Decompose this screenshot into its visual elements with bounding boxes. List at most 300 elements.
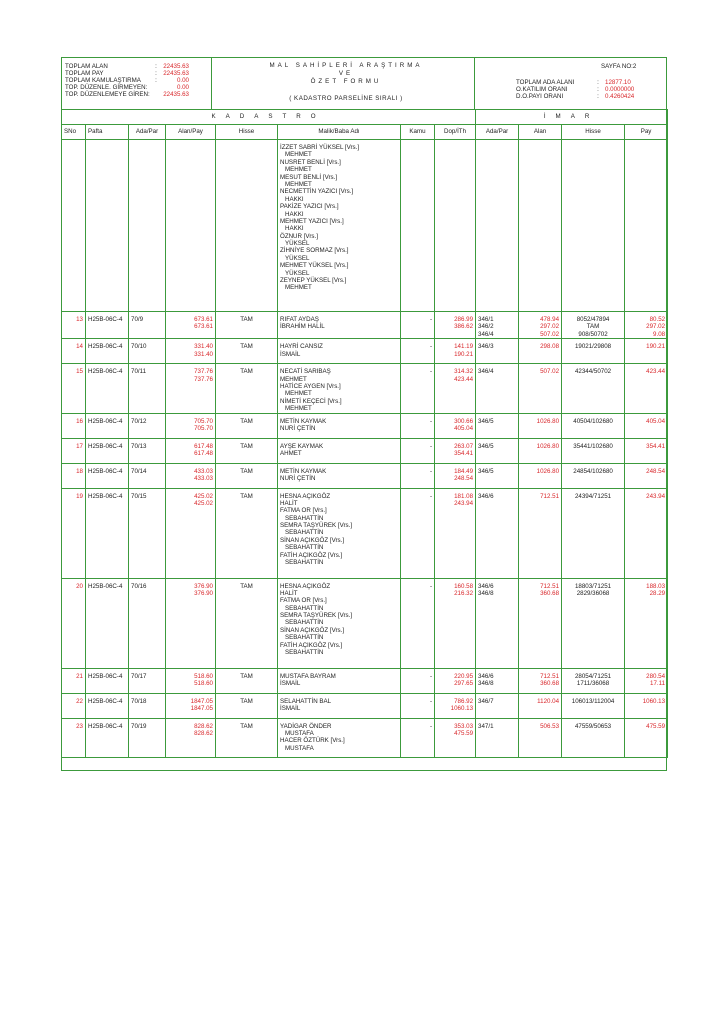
cell-line: 18803/71251 <box>574 582 612 590</box>
column-header-row <box>62 125 668 140</box>
owner-name: YÜKSEL <box>285 240 310 248</box>
cell-line: 425.02 <box>194 499 213 507</box>
cell-line: 1060.13 <box>450 704 474 712</box>
row-imar-hisse <box>562 578 625 668</box>
table-row <box>62 488 668 578</box>
cell-line: 1120.04 <box>537 697 560 705</box>
table-row <box>62 312 668 339</box>
owner-name: SEBAHATTİN <box>285 514 324 522</box>
row-imar-ada-par <box>476 463 519 488</box>
row-imar-alan <box>519 413 562 438</box>
cell-line: 80.52 <box>649 316 666 323</box>
owner-name: AYŞE KAYMAK <box>280 442 324 450</box>
table-row <box>62 463 668 488</box>
header-divider <box>474 57 475 109</box>
row-owners <box>278 312 401 339</box>
row-pafta: H25B-06C-4 <box>86 463 129 488</box>
owner-name: MEHMET YÜKSEL [Vrs.] <box>280 262 349 270</box>
cell-line: 181.08 <box>454 492 474 500</box>
cell-line: 346/7 <box>478 697 494 705</box>
summary-dop-rate: D.O.PAYI ORANI : 0.4260424 <box>516 93 635 100</box>
owner-name: SELAHATTİN BAL <box>280 697 332 705</box>
table-row <box>62 718 668 757</box>
cell-line: 705.70 <box>194 417 213 425</box>
row-hisse: TAM <box>216 578 278 668</box>
cell-line: 190.21 <box>454 350 474 358</box>
row-imar-pay <box>625 693 668 718</box>
row-imar-pay <box>625 488 668 578</box>
cell-line: 518.60 <box>194 679 213 687</box>
cell-line: 354.41 <box>646 442 666 450</box>
cell-line: 475.59 <box>454 729 474 737</box>
owner-name: HALİT <box>280 499 298 507</box>
row-ada-par: 70/15 <box>129 488 166 578</box>
row-ada-par: 70/9 <box>129 312 166 339</box>
owner-name: YÜKSEL <box>285 269 310 277</box>
owner-list <box>278 140 401 312</box>
row-kamu: - <box>401 488 435 578</box>
row-ada-par: 70/10 <box>129 339 166 364</box>
cell-line: 478.94 <box>540 316 560 323</box>
cell-line: 475.59 <box>646 722 666 730</box>
row-ada-par: 70/11 <box>129 364 166 413</box>
cell-line: 297.02 <box>646 323 666 331</box>
owner-name: İSMAİL <box>280 350 301 358</box>
row-dop <box>435 578 476 668</box>
row-alan-pay <box>166 339 216 364</box>
row-hisse: TAM <box>216 413 278 438</box>
row-kamu: - <box>401 578 435 668</box>
row-kamu: - <box>401 339 435 364</box>
row-alan-pay <box>166 312 216 339</box>
row-alan-pay <box>166 463 216 488</box>
row-hisse: TAM <box>216 312 278 339</box>
row-owners <box>278 438 401 463</box>
row-hisse: TAM <box>216 718 278 757</box>
row-kamu: - <box>401 413 435 438</box>
row-hisse: TAM <box>216 438 278 463</box>
summary-expropriation: TOPLAM KAMULAŞTIRMA : 0.00 <box>65 77 189 84</box>
cell-line: 28.29 <box>649 589 666 597</box>
row-hisse: TAM <box>216 463 278 488</box>
row-sno: 15 <box>62 364 86 413</box>
row-imar-hisse <box>562 463 625 488</box>
owner-name: SİNAN AÇIKGÖZ [Vrs.] <box>280 626 345 634</box>
row-imar-alan <box>519 718 562 757</box>
row-alan-pay <box>166 718 216 757</box>
owner-name: AHMET <box>280 449 302 457</box>
cell-line: 188.03 <box>646 582 666 590</box>
cell-line: 376.90 <box>194 582 213 590</box>
row-kamu: - <box>401 364 435 413</box>
table-row <box>62 438 668 463</box>
row-imar-hisse <box>562 413 625 438</box>
cell-line: 42344/50702 <box>574 368 612 376</box>
cell-line: TAM <box>586 323 600 331</box>
row-sno: 16 <box>62 413 86 438</box>
row-imar-alan <box>519 578 562 668</box>
cell-line: 2829/36068 <box>576 589 610 597</box>
cell-line: 8052/47894 <box>576 316 610 323</box>
row-imar-hisse <box>562 488 625 578</box>
col-pafta: Pafta <box>86 125 129 140</box>
owner-name: MEHMET <box>285 405 312 413</box>
row-ada-par: 70/17 <box>129 668 166 693</box>
row-hisse: TAM <box>216 668 278 693</box>
row-sno: 22 <box>62 693 86 718</box>
row-imar-pay <box>625 339 668 364</box>
row-sno: 20 <box>62 578 86 668</box>
row-imar-pay <box>625 463 668 488</box>
row-imar-ada-par <box>476 413 519 438</box>
row-owners <box>278 718 401 757</box>
cell-line: 297.02 <box>540 323 560 331</box>
row-alan-pay <box>166 668 216 693</box>
summary-total-area: TOPLAM ALAN : 22435.63 <box>65 63 189 70</box>
owner-name: İSMAİL <box>280 679 301 687</box>
row-imar-ada-par <box>476 312 519 339</box>
row-imar-ada-par <box>476 438 519 463</box>
row-dop <box>435 312 476 339</box>
row-hisse: TAM <box>216 488 278 578</box>
row-alan-pay <box>166 578 216 668</box>
row-owners <box>278 364 401 413</box>
form-title: MAL SAHİPLERİ ARAŞTIRMA <box>269 62 423 69</box>
cell-line: 354.41 <box>454 449 474 457</box>
col-alan-pay: Alan/Pay <box>166 125 216 140</box>
cell-line: 314.32 <box>454 368 474 376</box>
row-ada-par: 70/12 <box>129 413 166 438</box>
cell-line: 141.19 <box>454 343 474 351</box>
row-hisse: TAM <box>216 339 278 364</box>
summary-block-area: TOPLAM ADA ALANI : 12877.10 <box>516 79 631 86</box>
cell-line: 1026.80 <box>536 467 560 475</box>
owner-name: HATİCE AYGEN [Vrs.] <box>280 382 341 390</box>
row-imar-pay <box>625 364 668 413</box>
row-imar-pay <box>625 578 668 668</box>
col-kamu: Kamu <box>401 125 435 140</box>
row-pafta: H25B-06C-4 <box>86 693 129 718</box>
owner-name: SEBAHATTİN <box>285 649 324 657</box>
table-row <box>62 364 668 413</box>
owner-name: SEBAHATTİN <box>285 529 324 537</box>
owner-name: MEHMET <box>285 180 312 188</box>
row-sno: 14 <box>62 339 86 364</box>
row-sno: 23 <box>62 718 86 757</box>
owner-name: SEBAHATTİN <box>285 604 324 612</box>
owner-name: MEHMET <box>285 166 312 174</box>
cell-line: 346/4 <box>478 330 494 338</box>
row-kamu: - <box>401 463 435 488</box>
cell-line: 28054/71251 <box>574 672 612 680</box>
owner-name: HESNA AÇIKGÖZ <box>280 492 331 500</box>
cell-line: 40504/102680 <box>573 417 613 425</box>
row-dop <box>435 413 476 438</box>
owner-name: ZEYNEP YÜKSEL [Vrs.] <box>280 277 347 285</box>
row-imar-ada-par <box>476 488 519 578</box>
row-kamu: - <box>401 668 435 693</box>
cell-line: 433.03 <box>194 467 213 475</box>
row-dop <box>435 364 476 413</box>
row-hisse: TAM <box>216 693 278 718</box>
owner-name: MEHMET <box>280 375 307 383</box>
col-imar-hisse: Hisse <box>562 125 625 140</box>
cell-line: 617.48 <box>194 449 213 457</box>
row-pafta: H25B-06C-4 <box>86 438 129 463</box>
header-divider <box>211 57 212 109</box>
cell-line: 19021/29808 <box>574 343 612 351</box>
row-owners <box>278 668 401 693</box>
row-pafta: H25B-06C-4 <box>86 718 129 757</box>
owner-name: FATİH AÇIKGÖZ [Vrs.] <box>280 641 343 649</box>
cell-line: 331.40 <box>194 343 213 351</box>
summary-included: TOP. DÜZENLEMEYE GİREN: 22435.63 <box>65 91 189 98</box>
owner-name: MUSTAFA BAYRAM <box>280 672 336 680</box>
cell-line: 243.94 <box>646 492 666 500</box>
cell-line: 346/6 <box>478 492 494 500</box>
row-sno: 13 <box>62 312 86 339</box>
cell-line: 346/1 <box>478 316 494 323</box>
cell-line: 828.62 <box>194 722 213 730</box>
cell-line: 346/6 <box>478 672 494 680</box>
cell-line: 507.02 <box>540 330 560 338</box>
form-subtitle: ÖZET FORMU <box>310 78 382 85</box>
cell-line: 518.60 <box>194 672 213 680</box>
summary-participation-rate: O.KATILIM ORANI : 0.0000000 <box>516 86 635 93</box>
owner-name: MEHMET <box>285 284 312 292</box>
cell-line: 346/5 <box>478 417 494 425</box>
section-kadastro: KADASTRO <box>62 110 476 125</box>
row-imar-hisse <box>562 693 625 718</box>
row-alan-pay <box>166 488 216 578</box>
cell-line: 376.90 <box>194 589 213 597</box>
cell-line: 346/6 <box>478 582 494 590</box>
cell-line: 908/50702 <box>578 330 608 338</box>
row-imar-pay <box>625 413 668 438</box>
row-dop <box>435 718 476 757</box>
col-dop: Dop/İTh <box>435 125 476 140</box>
cell-line: 106013/112004 <box>571 697 615 705</box>
cell-line: 24394/71251 <box>574 492 612 500</box>
cell-line: 737.76 <box>194 368 213 376</box>
cell-line: 35441/102680 <box>573 442 613 450</box>
owner-name: NECATİ SARIBAŞ <box>280 368 331 376</box>
owner-name: SEMRA TAŞYÜREK [Vrs.] <box>280 522 353 530</box>
row-imar-alan <box>519 463 562 488</box>
row-imar-hisse <box>562 364 625 413</box>
cell-line: 712.51 <box>540 672 560 680</box>
cell-line: 346/4 <box>478 368 494 376</box>
owner-name: FATMA OR [Vrs.] <box>280 507 327 515</box>
cell-line: 673.61 <box>194 323 213 331</box>
row-sno: 19 <box>62 488 86 578</box>
row-imar-pay <box>625 668 668 693</box>
cell-line: 507.02 <box>540 368 560 376</box>
row-pafta: H25B-06C-4 <box>86 668 129 693</box>
cell-line: 300.66 <box>454 417 474 425</box>
cell-line: 423.44 <box>454 375 474 383</box>
cell-line: 360.68 <box>540 679 560 687</box>
form-title-and: VE <box>338 70 354 77</box>
cell-line: 1847.05 <box>190 697 213 705</box>
owner-name: ZİHNİYE SORMAZ [Vrs.] <box>280 247 349 255</box>
owner-name: PAKİZE YAZICI [Vrs.] <box>280 203 339 211</box>
row-alan-pay <box>166 413 216 438</box>
row-imar-alan <box>519 364 562 413</box>
table-row <box>62 339 668 364</box>
cell-line: 47559/50653 <box>574 722 612 730</box>
cell-line: 346/5 <box>478 442 494 450</box>
owner-name: YÜKSEL <box>285 254 310 262</box>
row-imar-hisse <box>562 668 625 693</box>
cell-line: 297.65 <box>454 679 474 687</box>
row-pafta: H25B-06C-4 <box>86 364 129 413</box>
summary-not-included: TOP. DÜZENLE. GİRMEYEN: 0.00 <box>65 84 189 91</box>
owner-name: FATİH AÇIKGÖZ [Vrs.] <box>280 551 343 559</box>
col-ada-par: Ada/Par <box>129 125 166 140</box>
cell-line: 705.70 <box>194 424 213 432</box>
row-ada-par: 70/19 <box>129 718 166 757</box>
cell-line: 786.92 <box>454 697 474 705</box>
cell-line: 346/5 <box>478 467 494 475</box>
row-imar-alan <box>519 312 562 339</box>
row-pafta: H25B-06C-4 <box>86 488 129 578</box>
owner-name: MEHMET <box>285 151 312 159</box>
section-header-row <box>62 110 668 125</box>
cell-line: 9.08 <box>653 330 666 338</box>
cell-line: 1026.80 <box>536 417 560 425</box>
cell-line: 220.95 <box>454 672 474 680</box>
cell-line: 828.62 <box>194 729 213 737</box>
row-imar-ada-par <box>476 668 519 693</box>
owner-name: SEBAHATTİN <box>285 619 324 627</box>
row-owners <box>278 339 401 364</box>
section-imar: İMAR <box>476 110 668 125</box>
owner-name: NURİ ÇETİN <box>280 424 316 432</box>
cell-line: 1711/36068 <box>576 679 610 687</box>
cell-line: 331.40 <box>194 350 213 358</box>
table-row-continued <box>62 140 668 312</box>
cell-line: 423.44 <box>646 368 666 376</box>
row-imar-pay <box>625 312 668 339</box>
row-imar-hisse <box>562 339 625 364</box>
cell-line: 346/8 <box>478 679 494 687</box>
owner-name: HAKKI <box>285 210 304 218</box>
row-owners <box>278 413 401 438</box>
cell-line: 347/1 <box>478 722 494 730</box>
sort-note: ( KADASTRO PARSELİNE SIRALI ) <box>289 95 403 102</box>
cell-line: 712.51 <box>540 582 560 590</box>
owner-name: ÖZNUR [Vrs.] <box>280 232 318 240</box>
owner-name: HACER ÖZTÜRK [Vrs.] <box>280 737 345 745</box>
owner-name: SEBAHATTİN <box>285 634 324 642</box>
row-imar-ada-par <box>476 693 519 718</box>
row-imar-hisse <box>562 312 625 339</box>
owner-name: İBRAHİM HALİL <box>280 323 325 331</box>
row-imar-pay <box>625 438 668 463</box>
row-ada-par: 70/16 <box>129 578 166 668</box>
col-imar-ada-par: Ada/Par <box>476 125 519 140</box>
row-alan-pay <box>166 364 216 413</box>
owner-name: NURİ ÇETİN <box>280 474 316 482</box>
row-imar-alan <box>519 438 562 463</box>
owner-name: NECMETTİN YAZICI [Vrs.] <box>280 188 354 196</box>
cell-line: 617.48 <box>194 442 213 450</box>
row-owners <box>278 578 401 668</box>
cell-line: 673.61 <box>194 316 213 323</box>
cell-line: 360.68 <box>540 589 560 597</box>
cell-line: 248.54 <box>454 474 474 482</box>
row-owners <box>278 463 401 488</box>
cell-line: 280.54 <box>646 672 666 680</box>
owner-name: MEHMET YAZICI [Vrs.] <box>280 217 344 225</box>
owner-name: HAKKI <box>285 225 304 233</box>
owner-name: HAKKI <box>285 195 304 203</box>
row-sno: 21 <box>62 668 86 693</box>
row-dop <box>435 693 476 718</box>
row-ada-par: 70/13 <box>129 438 166 463</box>
cell-line: 248.54 <box>646 467 666 475</box>
row-kamu: - <box>401 312 435 339</box>
row-dop <box>435 438 476 463</box>
owner-name: YADİGAR ÖNDER <box>280 722 332 730</box>
row-pafta: H25B-06C-4 <box>86 413 129 438</box>
cell-line: 184.49 <box>454 467 474 475</box>
summary-header <box>61 57 667 110</box>
cell-line: 353.03 <box>454 722 474 730</box>
owner-name: HALİT <box>280 589 298 597</box>
table-row <box>62 668 668 693</box>
col-imar-pay: Pay <box>625 125 668 140</box>
col-sno: SNo <box>62 125 86 140</box>
cell-line: 1847.05 <box>190 704 213 712</box>
cell-line: 286.99 <box>454 316 474 323</box>
row-kamu: - <box>401 718 435 757</box>
cell-line: 405.04 <box>454 424 474 432</box>
owner-name: MUSTAFA <box>285 729 314 737</box>
owner-name: İZZET SABRİ YÜKSEL [Vrs.] <box>280 144 360 151</box>
table-row <box>62 578 668 668</box>
row-dop <box>435 488 476 578</box>
cell-line: 346/8 <box>478 589 494 597</box>
owner-name: SEMRA TAŞYÜREK [Vrs.] <box>280 612 353 620</box>
cell-line: 425.02 <box>194 492 213 500</box>
table-row <box>62 413 668 438</box>
cell-line: 298.08 <box>540 343 560 351</box>
row-imar-alan <box>519 339 562 364</box>
table-row <box>62 693 668 718</box>
row-pafta: H25B-06C-4 <box>86 578 129 668</box>
row-alan-pay <box>166 693 216 718</box>
cell-line: 1060.13 <box>642 697 666 705</box>
owner-name: HESNA AÇIKGÖZ <box>280 582 331 590</box>
cell-line: 243.94 <box>454 499 474 507</box>
owner-name: MUSTAFA <box>285 744 314 752</box>
owner-name: HAYRİ CANSIZ <box>280 343 323 351</box>
row-imar-alan <box>519 693 562 718</box>
col-imar-alan: Alan <box>519 125 562 140</box>
row-hisse: TAM <box>216 364 278 413</box>
row-sno: 17 <box>62 438 86 463</box>
cell-line: 737.76 <box>194 375 213 383</box>
row-imar-hisse <box>562 438 625 463</box>
row-owners <box>278 693 401 718</box>
row-imar-pay <box>625 718 668 757</box>
row-sno: 18 <box>62 463 86 488</box>
page-number: SAYFA NO:2 <box>601 63 637 70</box>
owner-name: METİN KAYMAK <box>280 467 327 475</box>
row-kamu: - <box>401 693 435 718</box>
